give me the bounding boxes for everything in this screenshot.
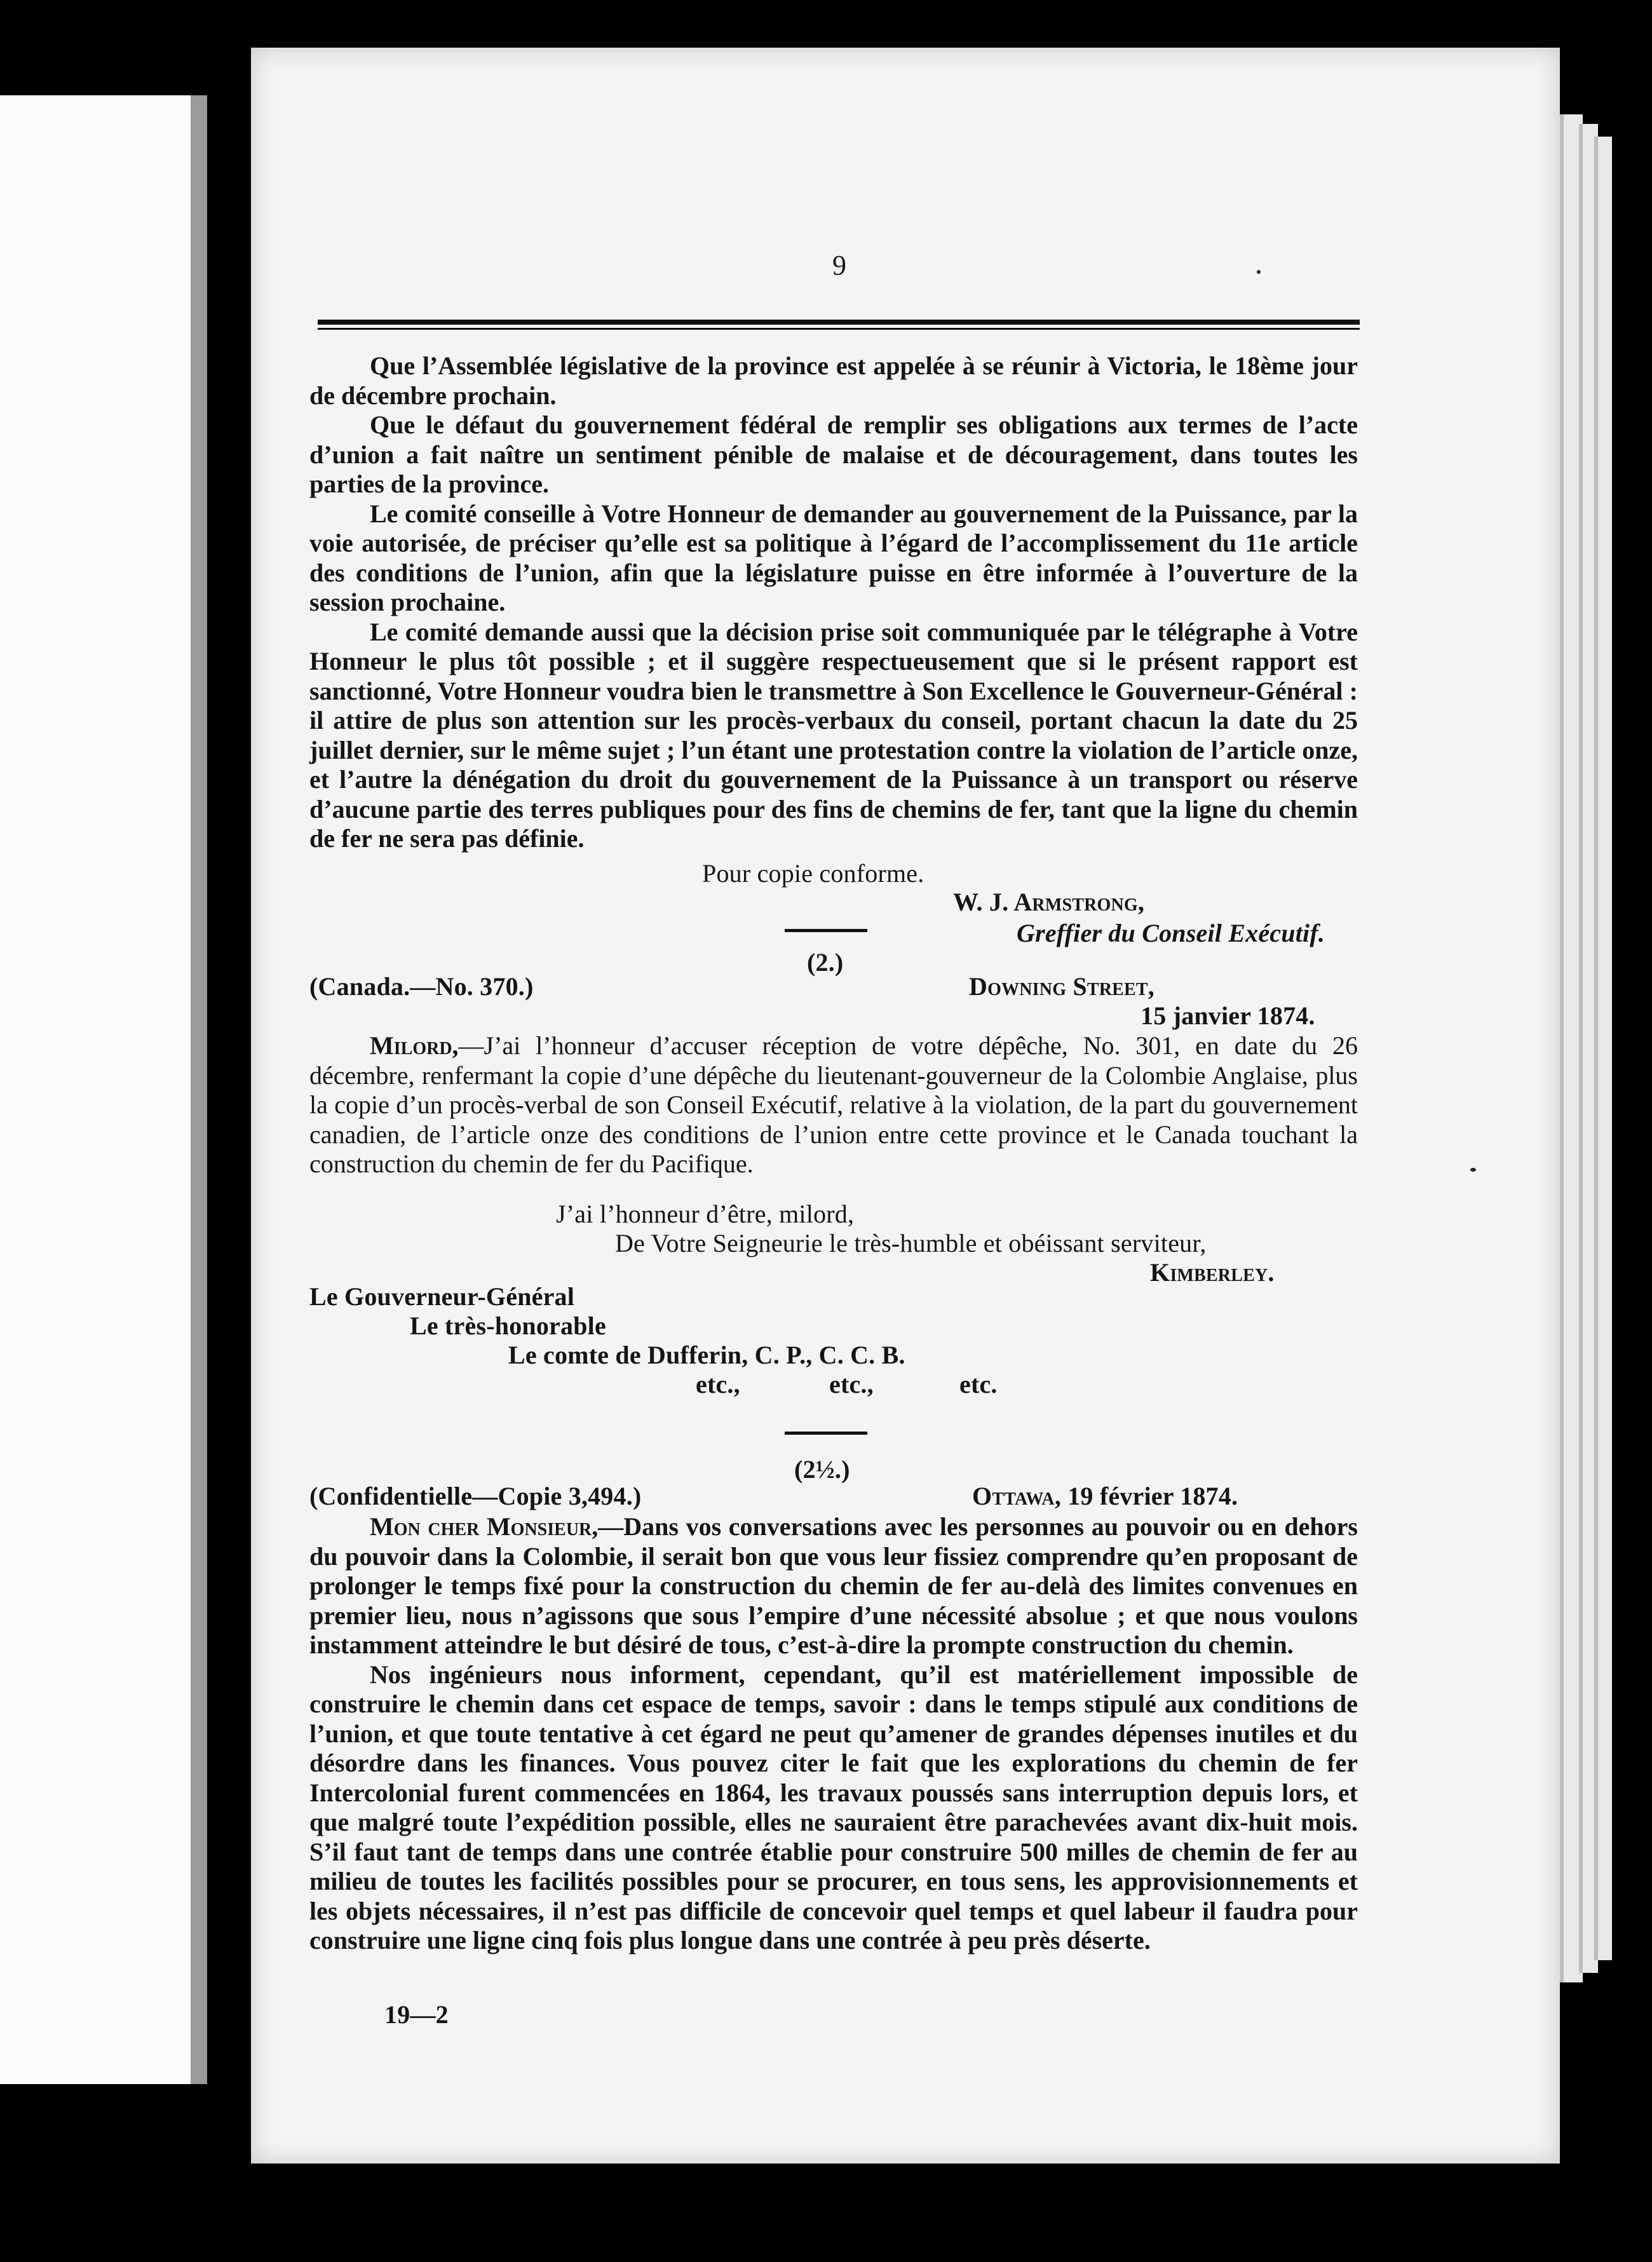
signature-title: Greffier du Conseil Exécutif. — [1017, 919, 1325, 947]
addressee-line: Le très-honorable — [410, 1311, 606, 1340]
document-number: (2.) — [807, 948, 844, 977]
paragraph: Le comité demande aussi que la décision prise soit communiquée par le télégraphe à Votre Honneur le plus tôt possible ; et il suggère respectueusement que si le présent rapport est sanctionné, Votre Honneur voudra bien le transmettre à Son Excellence le Gouverneur-Général : il attire de plus son attention sur les procès-verbaux du conseil, portant chacun la date du 25 juillet dernier, sur le même sujet ; l’un étant une protestation contre la violation de l’article onze, et l’autre la dénégation du droit du gouvernement de la Puissance à un transport ou réserve d’aucune partie des terres publiques pour des fins de chemins de fer, tant que la ligne du chemin de fer ne sera pas définie. — [309, 617, 1358, 853]
salutation: Mon cher Monsieur, — [370, 1512, 599, 1541]
paragraph: Que le défaut du gouvernement fédéral de remplir ses obligations aux termes de l’acte d’union a fait naître un sentiment pénible de malaise et de découragement, dans toutes les parties de la province. — [309, 410, 1358, 498]
committee-report-text — [309, 351, 1358, 854]
page-number: 9 — [832, 250, 847, 281]
binding-shadow — [191, 95, 207, 2084]
adjacent-page-edge — [0, 95, 191, 2084]
signature-name: W. J. Armstrong, — [953, 888, 1145, 916]
paragraph: Que l’Assemblée législative de la province est appelée à se réunir à Victoria, le 18ème jour de décembre prochain. — [309, 351, 1358, 410]
header-rule — [318, 320, 1360, 325]
section-separator — [785, 1432, 867, 1435]
signature-mark: 19—2 — [384, 2000, 449, 2029]
paragraph: Le comité conseille à Votre Honneur de demander au gouvernement de la Puissance, par la voie autorisée, de préciser qu’elle est sa politique à l’égard de l’accomplissement du 11e article des conditions de l’union, afin que la législature puisse en être informée à l’ouverture de la session prochaine. — [309, 499, 1358, 616]
letter-paragraph: Nos ingénieurs nous informent, cependant, qu’il est matériellement impossible de construire le chemin dans cet espace de temps, savoir : dans le temps stipulé aux conditions de l’union, et que toute tentative à cet égard ne peut qu’amener de grandes dépenses inutiles et du désordre dans les finances. Vous pouvez citer le fait que les explorations du chemin de fer Intercolonial furent commencées en 1864, les travaux poussés sans interruption depuis lors, et que malgré toute l’expédition possible, elles ne sauraient être parachevées avant dix-huit mois. S’il faut tant de temps dans une contrée établie pour construire 500 milles de chemin de fer au milieu de toutes les facilités possibles pour se procurer, en tous sens, les approvisionnements et les objets nécessaires, il n’est pas difficile de concevoir quel temps et quel labeur il faudra pour construire une ligne cinq fois plus longue dans une contrée à peu près déserte. — [309, 1660, 1358, 1954]
dispatch-place: Ottawa, — [972, 1482, 1062, 1510]
ink-speck — [1257, 270, 1261, 274]
etc-label: etc. — [959, 1370, 998, 1399]
signature-name: Kimberley. — [1150, 1258, 1275, 1287]
section-separator — [785, 929, 867, 932]
dispatch-place: Downing Street, — [969, 972, 1154, 1001]
document-number: (2½.) — [794, 1455, 850, 1484]
dispatch-date: 19 février 1874. — [1067, 1482, 1238, 1510]
dispatch-text: —J’ai l’honneur d’accuser réception de votre dépêche, No. 301, en date du 26 décembre, renfermant la copie d’une dépêche du lieutenant-gouverneur de la Colombie Anglaise, plus la copie d’un procès-verbal de son Conseil Exécutif, relative à la violation, de la part du gouvernement canadien, de l’article onze des conditions de l’union entre cette province et le Canada touchant la construction du chemin de fer du Pacifique. — [309, 1031, 1358, 1178]
letter-body — [309, 1512, 1358, 1956]
dispatch-body — [309, 1031, 1358, 1179]
etc-label: etc., — [829, 1370, 874, 1399]
etc-label: etc., — [696, 1370, 740, 1399]
salutation: Milord, — [370, 1031, 459, 1060]
header-rule-thin — [318, 328, 1360, 330]
page-stack-edge — [1594, 137, 1612, 1960]
ink-speck — [1470, 1168, 1476, 1172]
dispatch-date: 15 janvier 1874. — [1141, 1001, 1315, 1030]
addressee-line: Le Gouverneur-Général — [309, 1282, 575, 1311]
dispatch-place-date — [972, 1482, 1238, 1511]
dispatch-reference: (Canada.—No. 370.) — [309, 972, 534, 1001]
certification-line: Pour copie conforme. — [702, 859, 924, 888]
closing-line: J’ai l’honneur d’être, milord, — [556, 1200, 855, 1228]
addressee-line: Le comte de Dufferin, C. P., C. C. B. — [508, 1341, 905, 1369]
letter-paragraph: —Dans vos conversations avec les personnes au pouvoir ou en dehors du pouvoir dans la Colombie, il serait bon que vous leur fissiez comprendre qu’en proposant de prolonger le temps fixé pour la construction du chemin de fer au-delà des limites convenues en premier lieu, nous n’agissons que sous l’empire d’une nécessité absolue ; et que nous voulons instamment atteindre le but désiré de tous, c’est-à-dire la prompte construction du chemin. — [309, 1512, 1358, 1659]
dispatch-reference: (Confidentielle—Copie 3,494.) — [309, 1482, 642, 1510]
closing-line: De Votre Seigneurie le très-humble et obéissant serviteur, — [615, 1229, 1207, 1257]
